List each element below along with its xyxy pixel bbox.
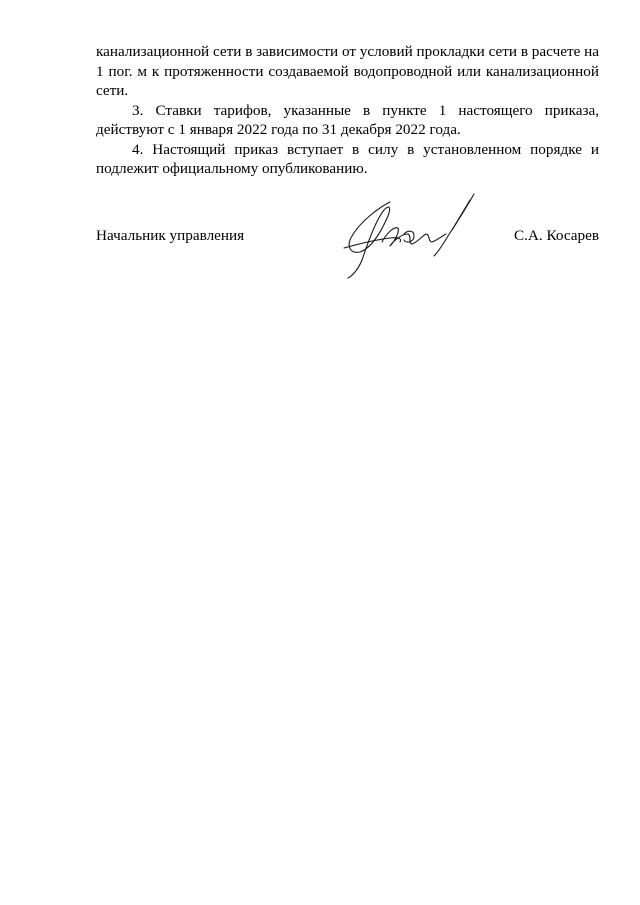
document-body (96, 42, 599, 179)
paragraph-continuation: канализационной сети в зависимости от условий прокладки сети в расчете на 1 пог. м к протяженности создаваемой водопроводной или канализационной сети. (96, 43, 599, 99)
paragraph-item-4: 4. Настоящий приказ вступает в силу в установленном порядке и подлежит официальному опубликованию. (96, 140, 599, 177)
signatory-name: С.А. Косарев (513, 227, 599, 244)
handwritten-signature-icon (338, 190, 480, 280)
signatory-title: Начальник управления (96, 227, 245, 244)
paragraph-item-3: 3. Ставки тарифов, указанные в пункте 1 настоящего приказа, действуют с 1 января 2022 года по 31 декабря 2022 года. (96, 101, 599, 138)
